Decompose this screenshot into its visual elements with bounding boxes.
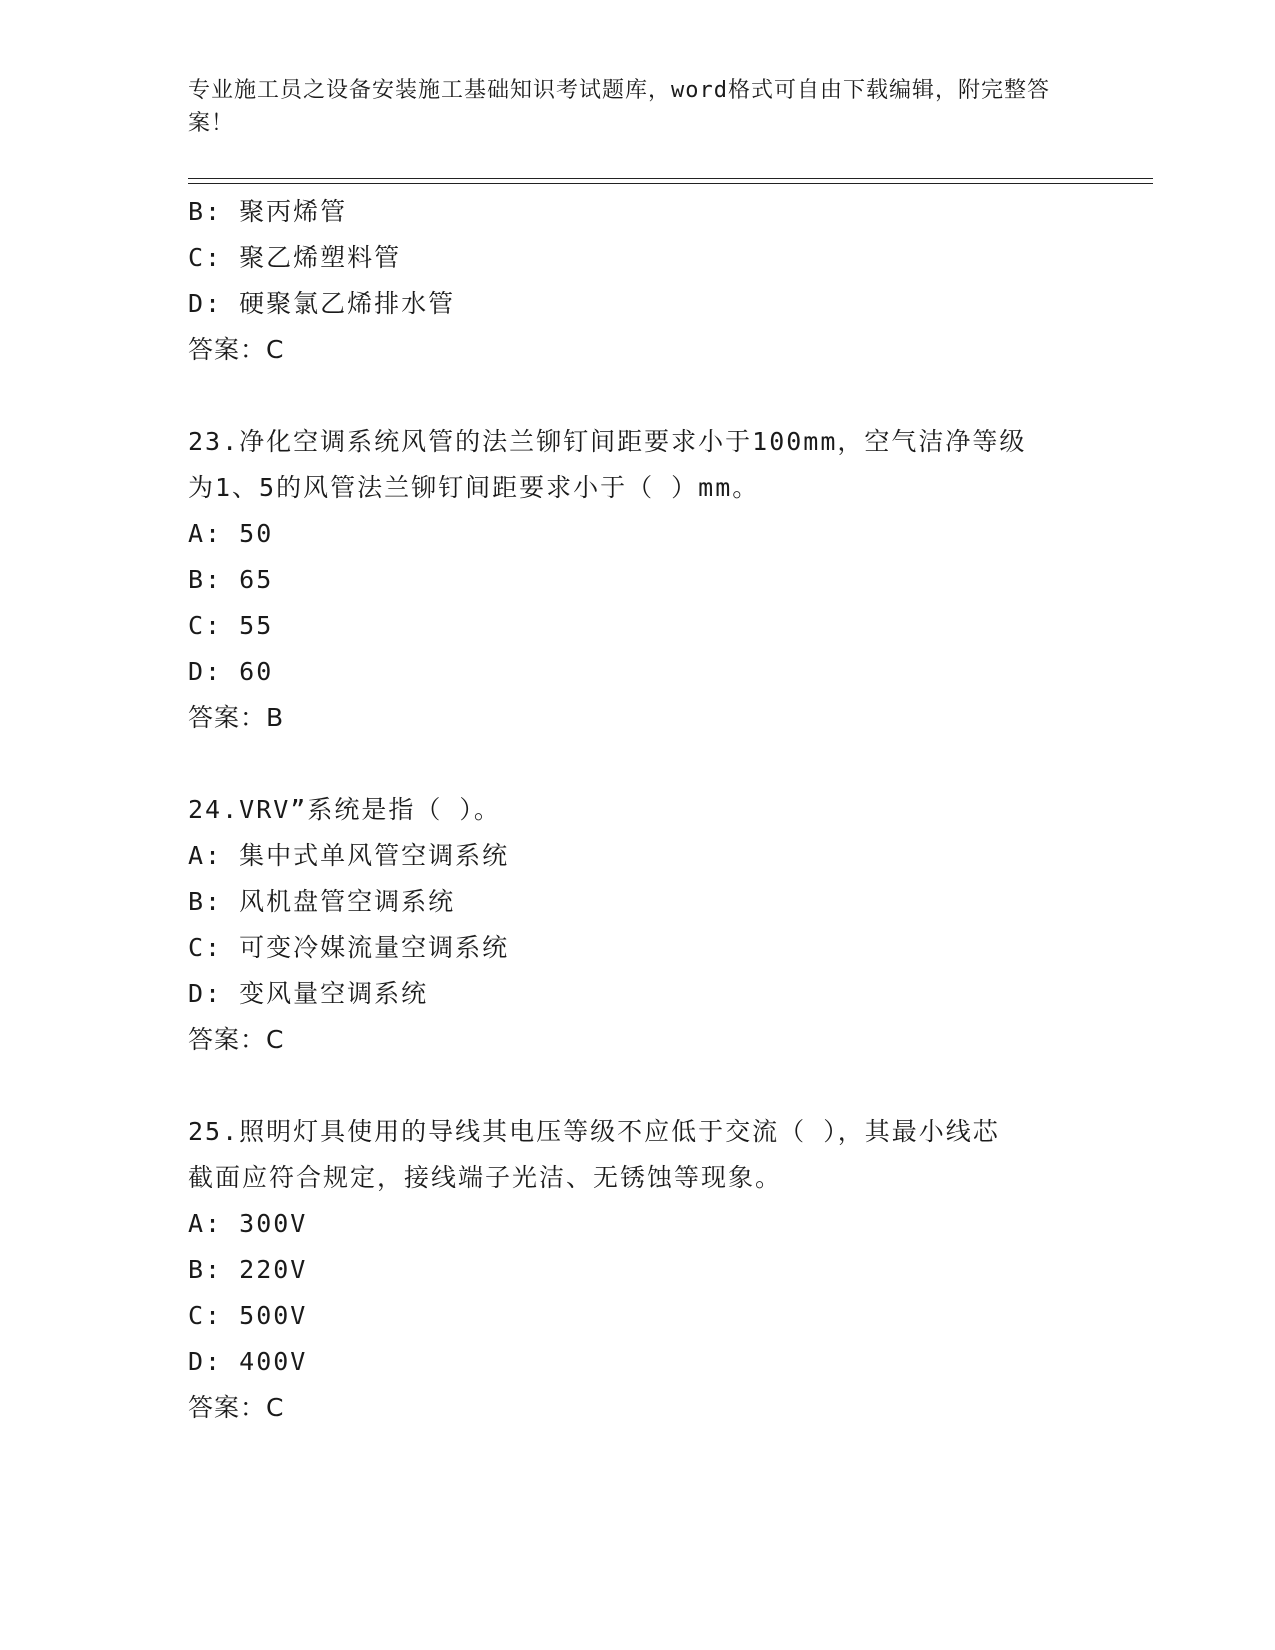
option-b: B: 聚丙烯管 — [188, 197, 348, 226]
option-c: C: 聚乙烯塑料管 — [188, 243, 402, 272]
answer: 答案：C — [188, 1393, 285, 1422]
option-b: B: 风机盘管空调系统 — [188, 887, 456, 916]
spacer — [188, 741, 1088, 787]
question-24 — [188, 787, 1088, 1063]
option-d: D: 400V — [188, 1347, 308, 1376]
option-c: C: 可变冷媒流量空调系统 — [188, 933, 510, 962]
header-rule-top — [188, 178, 1153, 179]
answer: 答案：C — [188, 335, 285, 364]
option-a: A: 50 — [188, 519, 274, 548]
question-stem-line: 为1、5的风管法兰铆钉间距要求小于（ ）mm。 — [188, 473, 760, 502]
answer: 答案：B — [188, 703, 285, 732]
option-c: C: 500V — [188, 1301, 308, 1330]
document-header — [188, 74, 1068, 140]
option-a: A: 集中式单风管空调系统 — [188, 841, 510, 870]
question-stem-line: 23.净化空调系统风管的法兰铆钉间距要求小于100mm，空气洁净等级 — [188, 427, 1027, 456]
option-d: D: 硬聚氯乙烯排水管 — [188, 289, 456, 318]
option-b: B: 220V — [188, 1255, 308, 1284]
header-text: 专业施工员之设备安装施工基础知识考试题库，word格式可自由下载编辑，附完整答案！ — [188, 78, 1050, 136]
continued-question — [188, 189, 1088, 373]
option-d: D: 变风量空调系统 — [188, 979, 429, 1008]
option-b: B: 65 — [188, 565, 274, 594]
question-list — [188, 189, 1088, 1431]
option-d: D: 60 — [188, 657, 274, 686]
header-rule-bottom — [188, 183, 1153, 184]
option-a: A: 300V — [188, 1209, 308, 1238]
question-stem-line: 24.VRV”系统是指（ ）。 — [188, 795, 501, 824]
spacer — [188, 1063, 1088, 1109]
answer: 答案：C — [188, 1025, 285, 1054]
question-stem-line: 截面应符合规定，接线端子光洁、无锈蚀等现象。 — [188, 1163, 783, 1192]
question-25 — [188, 1109, 1088, 1431]
spacer — [188, 373, 1088, 419]
question-23 — [188, 419, 1088, 741]
option-c: C: 55 — [188, 611, 274, 640]
question-stem-line: 25.照明灯具使用的导线其电压等级不应低于交流（ ），其最小线芯 — [188, 1117, 1000, 1146]
